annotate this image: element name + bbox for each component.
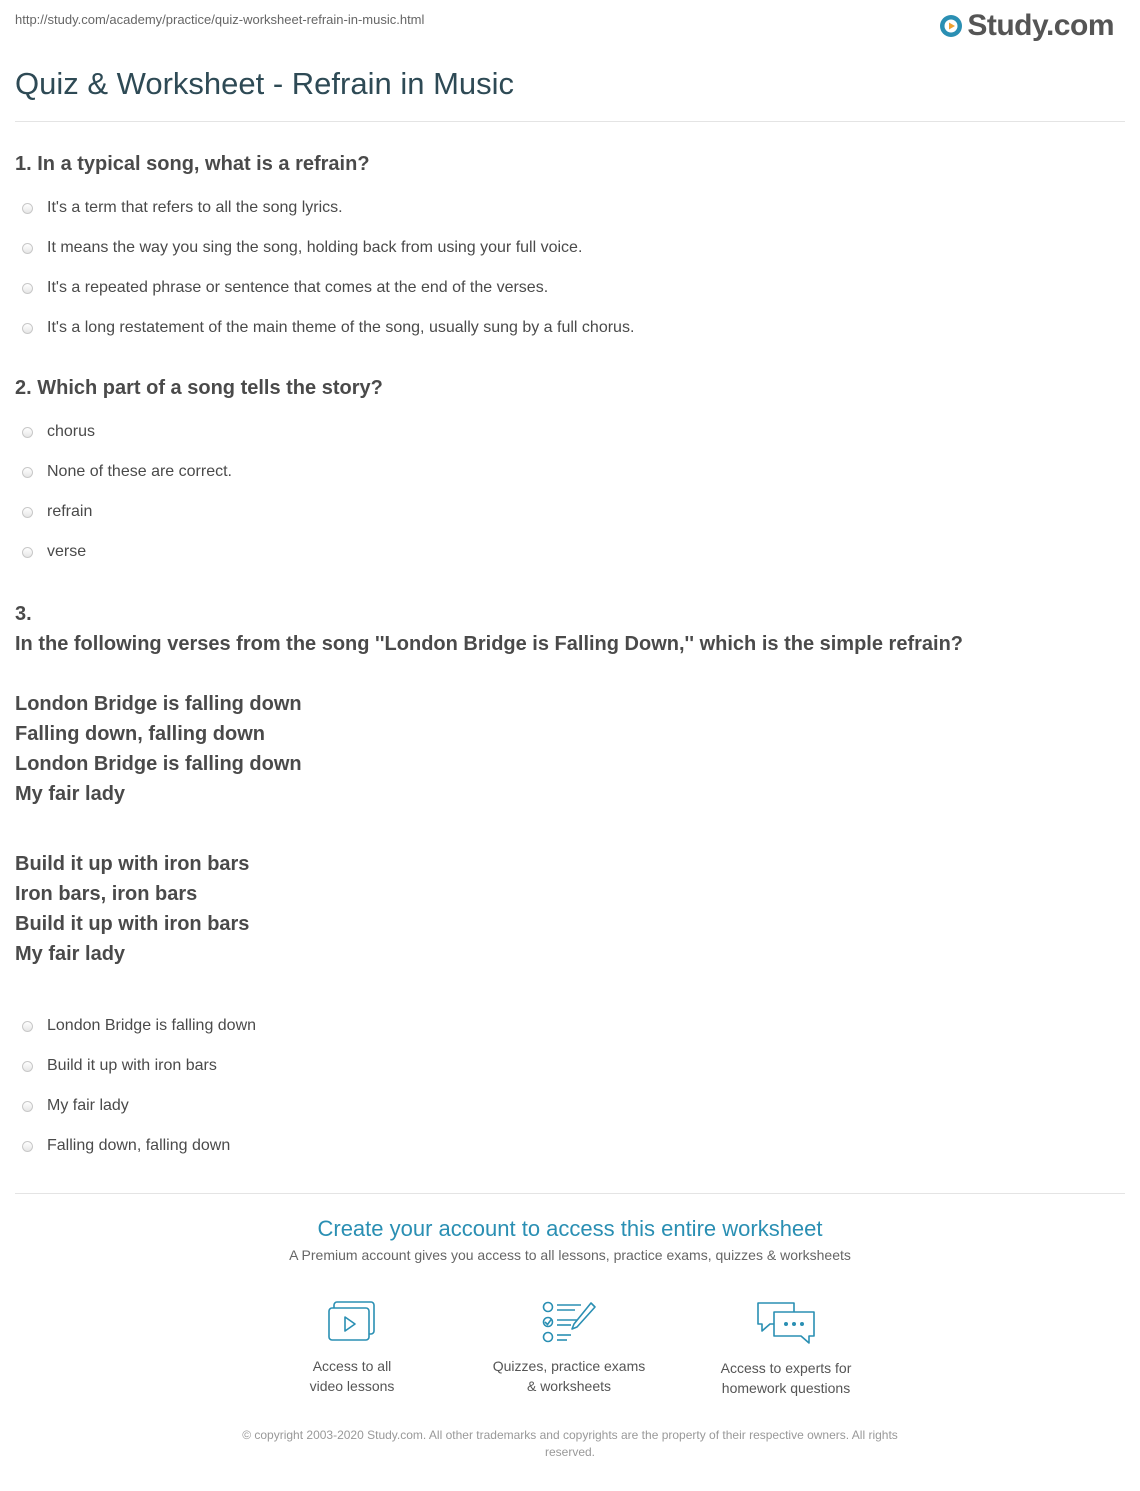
answer-text: chorus <box>47 423 96 440</box>
answer-option[interactable] <box>22 199 343 217</box>
copyright-line: © copyright 2003-2020 Study.com. All other trademarks and copyrights are the property of their respective owners. All rights <box>242 1428 898 1442</box>
logo-name: Study <box>967 9 1046 42</box>
logo-suffix: .com <box>1045 9 1114 42</box>
verse-line: London Bridge is falling down <box>15 753 302 775</box>
page-title: Quiz & Worksheet - Refrain in Music <box>15 66 515 101</box>
radio-button[interactable] <box>22 203 33 214</box>
divider <box>15 1193 1125 1194</box>
feature-label <box>262 1356 442 1396</box>
verse-line: My fair lady <box>15 943 126 965</box>
divider <box>15 121 1125 122</box>
answer-text: None of these are correct. <box>47 463 232 480</box>
cta-title[interactable]: Create your account to access this entire worksheet <box>317 1216 823 1241</box>
question-number: 3. <box>15 603 32 625</box>
radio-button[interactable] <box>22 323 33 334</box>
answer-option[interactable] <box>22 1097 129 1115</box>
answer-option[interactable] <box>22 503 92 521</box>
quiz-checklist-icon <box>541 1300 597 1344</box>
question-1: 1. In a typical song, what is a refrain? <box>15 153 370 175</box>
answer-option[interactable] <box>22 1137 230 1155</box>
logo-text <box>967 9 1114 43</box>
answer-option[interactable] <box>22 319 634 337</box>
radio-button[interactable] <box>22 467 33 478</box>
answer-text: It means the way you sing the song, holding back from using your full voice. <box>47 239 583 256</box>
answer-option[interactable] <box>22 543 86 561</box>
feature-label <box>696 1358 876 1398</box>
answer-option[interactable] <box>22 463 232 481</box>
answer-text: It's a repeated phrase or sentence that comes at the end of the verses. <box>47 279 549 296</box>
verse-line: London Bridge is falling down <box>15 693 302 715</box>
answer-text: London Bridge is falling down <box>47 1017 257 1034</box>
answer-option[interactable] <box>22 1017 256 1035</box>
radio-button[interactable] <box>22 1021 33 1032</box>
radio-button[interactable] <box>22 1141 33 1152</box>
feature-quizzes <box>479 1300 659 1396</box>
answer-text: Build it up with iron bars <box>47 1057 217 1074</box>
feature-video-lessons <box>262 1300 442 1396</box>
blank-line <box>15 819 963 849</box>
radio-button[interactable] <box>22 283 33 294</box>
copyright-line: reserved. <box>544 1445 596 1459</box>
answer-text: Falling down, falling down <box>47 1137 231 1154</box>
question-3 <box>15 599 963 969</box>
feature-line: Access to all <box>312 1358 392 1374</box>
feature-line: homework questions <box>721 1380 851 1396</box>
question-2: 2. Which part of a song tells the story? <box>15 377 383 399</box>
radio-button[interactable] <box>22 547 33 558</box>
radio-button[interactable] <box>22 507 33 518</box>
answer-text: verse <box>47 543 87 560</box>
verse-line: My fair lady <box>15 783 126 805</box>
feature-line: & worksheets <box>526 1378 612 1394</box>
answer-text: It's a term that refers to all the song lyrics. <box>47 199 343 216</box>
blank-line <box>15 809 963 819</box>
verse-line: Build it up with iron bars <box>15 853 250 875</box>
feature-line: video lessons <box>309 1378 395 1394</box>
radio-button[interactable] <box>22 427 33 438</box>
verse-line: Build it up with iron bars <box>15 913 250 935</box>
feature-label <box>479 1356 659 1396</box>
answer-text: refrain <box>47 503 93 520</box>
feature-line: Access to experts for <box>720 1360 852 1376</box>
cta-subtitle: A Premium account gives you access to all lessons, practice exams, quizzes & worksheets <box>289 1247 851 1263</box>
feature-line: Quizzes, practice exams <box>492 1358 646 1374</box>
answer-option[interactable] <box>22 239 582 257</box>
copyright-footer <box>210 1427 930 1461</box>
verse-line: Iron bars, iron bars <box>15 883 198 905</box>
feature-experts <box>696 1300 876 1398</box>
radio-button[interactable] <box>22 1101 33 1112</box>
answer-option[interactable] <box>22 279 548 297</box>
study-logo[interactable] <box>939 6 1114 46</box>
page-url: http://study.com/academy/practice/quiz-worksheet-refrain-in-music.html <box>15 12 425 27</box>
answer-option[interactable] <box>22 1057 217 1075</box>
radio-button[interactable] <box>22 1061 33 1072</box>
answer-text: My fair lady <box>47 1097 129 1114</box>
video-lesson-icon <box>326 1300 378 1344</box>
top-bar <box>0 0 1140 50</box>
question-text: In the following verses from the song ''London Bridge is Falling Down,'' which is the simple refrain? <box>15 633 963 655</box>
answer-option[interactable] <box>22 423 95 441</box>
play-logo-icon <box>939 14 963 38</box>
chat-bubbles-icon <box>754 1300 818 1346</box>
radio-button[interactable] <box>22 243 33 254</box>
answer-text: It's a long restatement of the main theme of the song, usually sung by a full chorus. <box>47 319 635 336</box>
verse-line: Falling down, falling down <box>15 723 265 745</box>
blank-line <box>15 659 963 689</box>
